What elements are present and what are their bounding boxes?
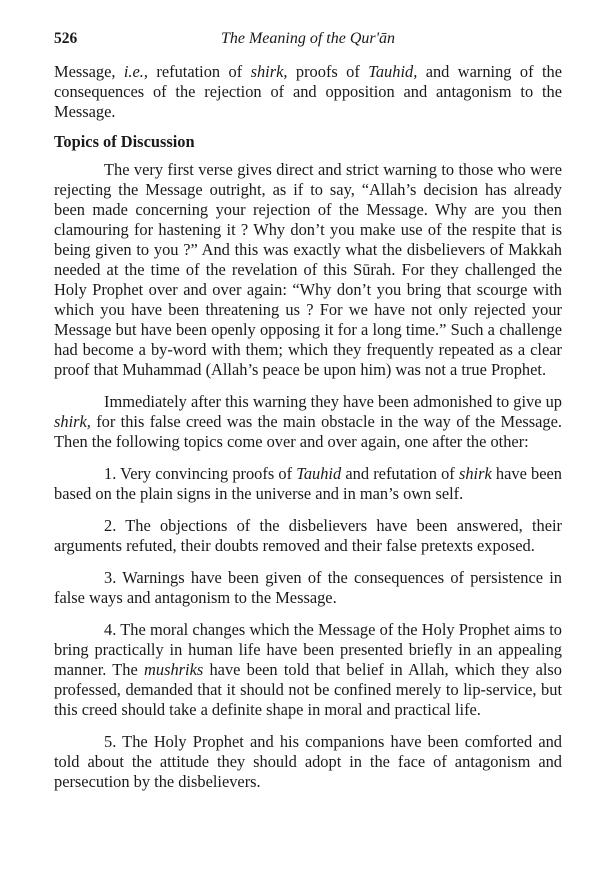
book-page [54,30,562,792]
item1-text-3: have been based on the plain signs in the universe and in man’s own self. [54,464,562,503]
intro-paragraph [54,62,562,122]
intro-text-2: refutation of [147,62,251,81]
item1-tauhid: Tauhid [296,464,342,483]
item1-text-2: and refutation of [341,464,459,483]
intro-text-4: and warning of the consequences of the rejection of and opposition and antagonism to the Message. [54,62,562,121]
paragraph-opening-verse: The very first verse gives direct and strict warning to those who were rejecting the Message outright, as if to say, “Allah’s decision has already been made concerning your rejection of the Message. Why are you then clamouring for hastening it ? Why don’t you make use of the respite that is being given to you ?” And this was exactly what the disbelievers of Makkah needed at the time of the revelation of this Sūrah. For they challenged the Holy Prophet over and over again: “Why don’t you bring that scourge with which you have been threatening us ? For we have not only rejected your Message but have been openly opposing it for a long time.” Such a challenge had become a by-word with them; which they frequently repeated as a clear proof that Muhammad (Allah’s peace be upon him) was not a true Prophet. [54,160,562,379]
item4-text-1: 4. The moral changes which the Message of the Holy Prophet aims to bring practically in human life have been presented briefly in an appealing manner. The [54,620,562,679]
intro-ie: i.e., [123,62,148,81]
intro-shirk: shirk, [250,62,288,81]
item1-shirk: shirk [458,464,492,483]
item4-text-2: have been told that belief in Allah, which they also professed, demanded that it should not be confined merely to lip-service, but this creed should take a definite shape in moral and practical life. [54,660,562,719]
para2-shirk: shirk, [54,412,91,431]
topic-item-5: 5. The Holy Prophet and his companions have been comforted and told about the attitude they should adopt in the face of antagonism and persecution by the disbelievers. [54,732,562,791]
page-number: 526 [54,30,78,47]
intro-text-1: Message, [54,62,124,81]
section-heading: Topics of Discussion [54,132,195,151]
topic-item-2: 2. The objections of the disbelievers have been answered, their arguments refuted, their doubts removed and their false pretexts exposed. [54,516,562,555]
item1-text-1: 1. Very convincing proofs of [104,464,297,483]
topic-item-1 [54,464,562,504]
para2-text-1: Immediately after this warning they have been admonished to give up [104,392,562,411]
book-title: The Meaning of the Qur'ān [220,30,396,47]
running-header [54,30,562,54]
paragraph-admonition [54,392,562,452]
para2-text-2: for this false creed was the main obstacle in the way of the Message. Then the following topics come over and over again, one after the other: [54,412,562,451]
topic-item-4 [54,620,562,720]
item4-mushriks: mushriks [144,660,204,679]
intro-tauhid: Tauhid, [368,62,418,81]
intro-text-3: proofs of [287,62,369,81]
topic-item-3: 3. Warnings have been given of the consequences of persistence in false ways and antagonism to the Message. [54,568,562,607]
